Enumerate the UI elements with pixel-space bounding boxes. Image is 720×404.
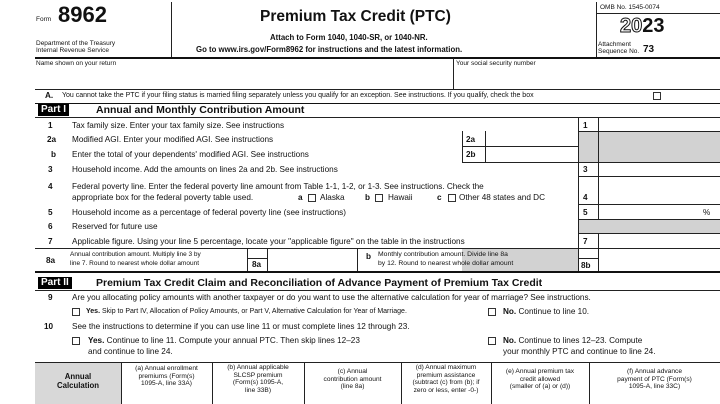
attach-note: Attach to Form 1040, 1040-SR, or 1040-NR. <box>270 33 428 42</box>
line9-no-label: No. <box>503 307 517 316</box>
table-header-1-line2: premiums (Form(s) <box>138 372 195 380</box>
other48-label: Other 48 states and DC <box>459 193 546 202</box>
part2-label: Part II <box>38 277 72 289</box>
line10-no-checkbox[interactable] <box>488 337 496 345</box>
line2a-input[interactable] <box>486 132 578 146</box>
line1-text: Tax family size. Enter your tax family size. See instructions <box>72 121 285 130</box>
line3-text: Household income. Add the amounts on lines 2a and 2b. See instructions <box>72 165 338 174</box>
table-header-a <box>121 365 212 388</box>
other48-checkbox[interactable] <box>448 194 456 202</box>
alaska-label: Alaska <box>320 193 345 202</box>
dept-line2: Internal Revenue Service <box>36 47 109 54</box>
line1-num: 1 <box>48 121 53 130</box>
line7-box-label: 7 <box>583 237 588 246</box>
ssn-input[interactable] <box>456 67 718 87</box>
table-header-4-line4: zero or less, enter -0-) <box>413 386 479 394</box>
table-header-0-line2: Calculation <box>56 381 100 390</box>
table-header-5-line1: (e) Annual premium tax <box>505 368 575 375</box>
name-label: Name shown on your return <box>36 60 117 67</box>
line2b-num: b <box>51 150 57 159</box>
line10-no-option <box>503 336 642 346</box>
table-header-4-line3: (subtract (c) from (b); if <box>412 379 480 386</box>
line7-input[interactable] <box>599 234 720 248</box>
line1-box-label: 1 <box>583 121 588 130</box>
hawaii-checkbox[interactable] <box>375 194 383 202</box>
line3-num: 3 <box>48 165 53 174</box>
line3-box-label: 3 <box>583 165 588 174</box>
line9-yes-checkbox[interactable] <box>72 308 80 316</box>
part1-title: Annual and Monthly Contribution Amount <box>96 104 305 116</box>
dept-line1: Department of the Treasury <box>36 40 116 47</box>
line5-input[interactable] <box>599 205 699 219</box>
year-prefix: 20 <box>620 15 643 37</box>
table-header-5-line2: credit allowed <box>519 375 561 383</box>
line8a-num: 8a <box>46 256 56 265</box>
line2a-box-label: 2a <box>466 135 476 144</box>
table-header-1-line1: (a) Annual enrollment <box>135 365 198 372</box>
table-header-3-line3: (line 8a) <box>340 383 365 390</box>
part1-label: Part I <box>38 104 69 116</box>
line5-text: Household income as a percentage of federal poverty line (see instructions) <box>72 208 346 217</box>
line1-input[interactable] <box>599 118 720 131</box>
line9-no-text: Continue to line 10. <box>518 307 590 316</box>
line9-text: Are you allocating policy amounts with another taxpayer or do you want to use the alternative calculation for year of marriage? See instructions. <box>72 293 591 302</box>
name-input[interactable] <box>36 67 450 87</box>
table-header-d <box>401 364 491 394</box>
line10-yes-label: Yes. <box>88 336 105 345</box>
table-header-1-line3: 1095-A, line 33A) <box>141 380 192 387</box>
line4-text1: Federal poverty line. Enter the federal poverty line amount from Table 1-1, 1-2, or 1-3. See instructions. Check the <box>72 182 484 191</box>
line8a-box-label: 8a <box>252 260 262 269</box>
line8b-num: b <box>366 252 372 261</box>
line9-yes-option <box>86 307 407 317</box>
part2-title: Premium Tax Credit Claim and Reconciliation of Advance Payment of Premium Tax Credit <box>96 277 543 289</box>
tax-year <box>620 15 665 37</box>
table-header-6-line2: payment of PTC (Form(s) <box>617 375 692 383</box>
line4-opt-b: b <box>365 193 371 202</box>
line7-num: 7 <box>48 237 53 246</box>
line10-yes-text1: Continue to line 11. Compute your annual PTC. Then skip lines 12–23 <box>106 336 360 345</box>
table-header-b <box>212 364 304 394</box>
line9-yes-label: Yes. <box>86 308 101 315</box>
line2b-text: Enter the total of your dependents' modified AGI. See instructions <box>72 150 309 159</box>
table-header-3-line1: (c) Annual <box>337 368 368 375</box>
line10-text: See the instructions to determine if you can use line 11 or must complete lines 12 through 23. <box>72 322 410 331</box>
alaska-checkbox[interactable] <box>308 194 316 202</box>
table-header-4-line2: premium assistance <box>416 371 476 379</box>
sequence-number: 73 <box>643 44 655 55</box>
line2a-num: 2a <box>47 135 57 144</box>
line3-input[interactable] <box>599 163 720 176</box>
table-header-2-line1: (b) Annual applicable <box>227 364 289 371</box>
line10-no-text1: Continue to lines 12–23. Compute <box>518 336 643 345</box>
goto-note: Go to www.irs.gov/Form8962 for instructions and the latest information. <box>196 45 463 54</box>
line-a-checkbox[interactable] <box>653 92 661 100</box>
table-header-2-line3: (Form(s) 1095-A, <box>232 379 284 386</box>
table-header-e <box>491 368 589 391</box>
line10-num: 10 <box>44 322 54 331</box>
line-a-text: You cannot take the PTC if your filing status is married filing separately unless you qualify for an exception. See instructions. If you qualify, check the box <box>62 92 534 99</box>
line10-no-label: No. <box>503 336 517 345</box>
table-header-2-line2: SLCSP premium <box>233 371 283 379</box>
attachment-label: Attachment <box>598 41 631 48</box>
line8b-box-label: 8b <box>581 261 591 270</box>
line10-yes-text2: and continue to line 24. <box>88 347 173 356</box>
table-header-annual-calc <box>35 372 121 390</box>
line9-no-checkbox[interactable] <box>488 308 496 316</box>
line8a-input[interactable] <box>268 249 356 270</box>
line2b-input[interactable] <box>486 147 578 161</box>
table-header-4-line1: (d) Annual maximum <box>415 364 477 371</box>
ssn-label: Your social security number <box>456 60 536 67</box>
line5-box-label: 5 <box>583 208 588 217</box>
line4-opt-c: c <box>437 193 442 202</box>
line10-no-text2: your monthly PTC and continue to line 24. <box>503 347 656 356</box>
omb-number: OMB No. 1545-0074 <box>600 4 660 11</box>
line4-opt-a: a <box>298 193 303 202</box>
table-header-2-line4: line 33B) <box>244 386 272 394</box>
line4-num: 4 <box>48 182 53 191</box>
line4-input[interactable] <box>599 190 720 204</box>
line4-text2: appropriate box for the federal poverty table used. <box>72 193 254 202</box>
year-suffix: 23 <box>642 15 665 37</box>
line-a-letter: A. <box>45 91 54 100</box>
form-number: 8962 <box>58 2 107 27</box>
line5-num: 5 <box>48 208 53 217</box>
table-header-5-line3: (smaller of (a) or (d)) <box>509 383 571 390</box>
line2a-text: Modified AGI. Enter your modified AGI. See instructions <box>72 135 274 144</box>
line9-yes-text: Skip to Part IV, Allocation of Policy Amounts, or Part V, Alternative Calculation for Year of Marriage. <box>101 308 407 315</box>
line7-text: Applicable figure. Using your line 5 percentage, locate your "applicable figure" on the table in the instructions <box>72 237 465 246</box>
line4-box-label: 4 <box>583 193 588 202</box>
line8b-text1: Monthly contribution amount. Divide line 8a <box>378 251 508 258</box>
line5-percent: % <box>703 208 711 217</box>
line8b-text2: by 12. Round to nearest whole dollar amount <box>378 260 514 267</box>
line8b-input[interactable] <box>599 249 720 270</box>
line9-num: 9 <box>48 293 53 302</box>
line10-yes-option <box>88 336 360 346</box>
table-header-6-line3: 1095-A, line 33C) <box>628 383 681 390</box>
sequence-label: Sequence No. <box>598 48 640 55</box>
table-header-f <box>589 368 720 391</box>
table-header-c <box>304 368 401 391</box>
table-header-6-line1: (f) Annual advance <box>627 368 682 375</box>
table-header-0-line1: Annual <box>64 372 92 381</box>
line8a-text1: Annual contribution amount. Multiply line 3 by <box>70 251 201 258</box>
line6-text: Reserved for future use <box>72 222 158 231</box>
line6-num: 6 <box>48 222 53 231</box>
line10-yes-checkbox[interactable] <box>72 337 80 345</box>
line8a-text2: line 7. Round to nearest whole dollar amount <box>70 260 199 267</box>
line9-no-option <box>503 307 589 317</box>
table-header-3-line2: contribution amount <box>323 375 382 383</box>
form-word: Form <box>36 16 52 23</box>
line2b-box-label: 2b <box>466 150 476 159</box>
hawaii-label: Hawaii <box>388 193 413 202</box>
form-title: Premium Tax Credit (PTC) <box>260 8 451 25</box>
